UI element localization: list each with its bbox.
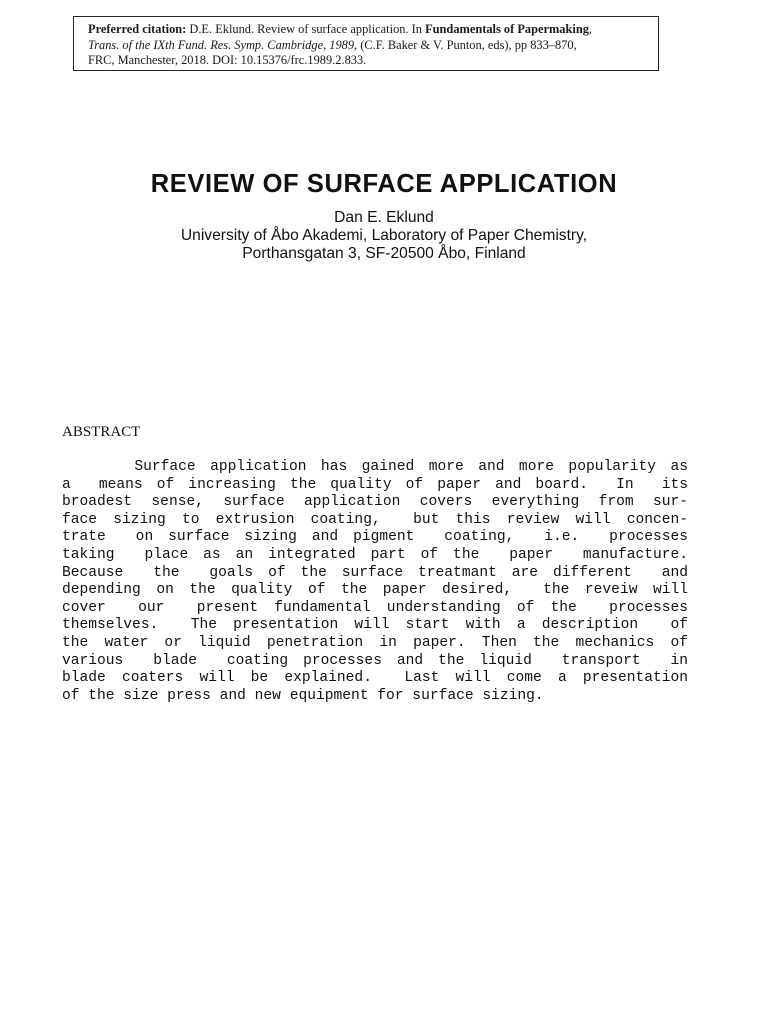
citation-trans: Trans. of the IXth Fund. Res. Symp. Cambridge, 1989 bbox=[88, 37, 355, 52]
citation-text-2: , bbox=[588, 22, 593, 36]
author-name: Dan E. Eklund bbox=[334, 209, 434, 226]
abstract-line: themselves. The presentation will start with a description of bbox=[62, 617, 688, 634]
abstract-line: trate on surface sizing and pigment coating, i.e. processes bbox=[62, 529, 688, 546]
abstract-line: the water or liquid penetration in paper. Then the mechanics of bbox=[62, 634, 688, 651]
abstract-line: various blade coating processes and the liquid transport in bbox=[62, 652, 688, 669]
citation-text-3: , (C.F. Baker & V. Punton, eds), pp 833–870, bbox=[354, 37, 577, 52]
abstract-line: Because the goals of the surface treatmant are different and bbox=[62, 564, 688, 581]
citation-label: Preferred citation: bbox=[88, 22, 187, 36]
author-address: Porthansgatan 3, SF-20500 Åbo, Finland bbox=[242, 245, 526, 262]
abstract-line: a means of increasing the quality of paper and board. In its bbox=[62, 476, 688, 493]
abstract-line: Surface application has gained more and more popularity as bbox=[62, 459, 688, 475]
abstract-body bbox=[62, 459, 688, 705]
abstract-heading: ABSTRACT bbox=[62, 424, 141, 440]
citation-text-1: D.E. Eklund. Review of surface application. In bbox=[186, 22, 426, 36]
author-affiliation: University of Åbo Akademi, Laboratory of Paper Chemistry, bbox=[180, 227, 588, 244]
abstract-line: blade coaters will be explained. Last will come a presentation bbox=[62, 670, 688, 687]
abstract-line: taking place as an integrated part of the paper manufacture. bbox=[62, 546, 688, 563]
citation-box bbox=[73, 16, 659, 71]
abstract-line: cover our present fundamental understanding of the processes bbox=[62, 599, 688, 616]
abstract-line: face sizing to extrusion coating, but this review will concen- bbox=[62, 511, 688, 528]
abstract-line: broadest sense, surface application covers everything from sur- bbox=[62, 494, 688, 511]
paper-title: REVIEW OF SURFACE APPLICATION bbox=[150, 170, 618, 198]
citation-book-title: Fundamentals of Papermaking bbox=[425, 22, 589, 36]
citation-text-4: FRC, Manchester, 2018. DOI: 10.15376/frc.1989.2.833. bbox=[88, 53, 367, 67]
author-block bbox=[0, 209, 768, 263]
abstract-line: depending on the quality of the paper desired, the reveiw will bbox=[62, 582, 688, 599]
abstract-line: of the size press and new equipment for surface sizing. bbox=[62, 687, 544, 704]
